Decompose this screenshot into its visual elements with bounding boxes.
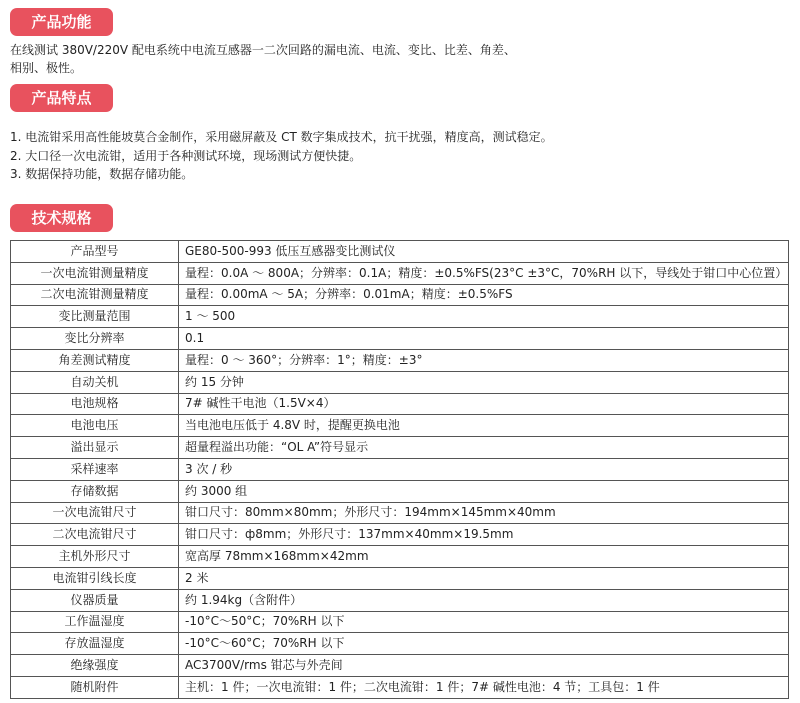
spec-value: 量程：0.00mA ～ 5A；分辨率：0.01mA；精度：±0.5%FS: [179, 284, 789, 306]
spec-value: 2 米: [179, 567, 789, 589]
spec-value: AC3700V/rms 钳芯与外壳间: [179, 655, 789, 677]
section-tag-features: 产品特点: [10, 84, 113, 112]
spec-value: GE80-500-993 低压互感器变比测试仪: [179, 241, 789, 263]
table-row: [11, 415, 789, 437]
spec-key: 电池电压: [11, 415, 179, 437]
spec-key: 工作温湿度: [11, 611, 179, 633]
spec-value: 宽高厚 78mm×168mm×42mm: [179, 546, 789, 568]
spec-key: 存储数据: [11, 480, 179, 502]
spec-key: 产品型号: [11, 241, 179, 263]
table-row: [11, 502, 789, 524]
table-row: [11, 349, 789, 371]
spec-value: 0.1: [179, 328, 789, 350]
spec-value: 当电池电压低于 4.8V 时，提醒更换电池: [179, 415, 789, 437]
function-description: [10, 41, 516, 77]
spec-value: 量程：0.0A ～ 800A；分辨率：0.1A；精度：±0.5%FS(23°C ±3°C，70%RH 以下，导线处于钳口中心位置）: [179, 262, 789, 284]
spec-key: 二次电流钳测量精度: [11, 284, 179, 306]
table-row: [11, 306, 789, 328]
spec-value: 约 1.94kg（含附件）: [179, 589, 789, 611]
spec-key: 二次电流钳尺寸: [11, 524, 179, 546]
spec-table: [10, 240, 789, 699]
spec-key: 变比分辨率: [11, 328, 179, 350]
table-row: [11, 655, 789, 677]
spec-value: 钳口尺寸：80mm×80mm；外形尺寸：194mm×145mm×40mm: [179, 502, 789, 524]
spec-key: 仪器质量: [11, 589, 179, 611]
spec-value: 量程：0 ～ 360°；分辨率：1°；精度：±3°: [179, 349, 789, 371]
table-row: [11, 437, 789, 459]
section-tag-function: 产品功能: [10, 8, 113, 36]
table-row: [11, 458, 789, 480]
spec-key: 电流钳引线长度: [11, 567, 179, 589]
table-row: [11, 546, 789, 568]
section-tag-specs: 技术规格: [10, 204, 113, 232]
spec-value: 3 次 / 秒: [179, 458, 789, 480]
spec-value: -10°C～60°C；70%RH 以下: [179, 633, 789, 655]
feature-item: 1. 电流钳采用高性能坡莫合金制作，采用磁屏蔽及 CT 数字集成技术，抗干扰强，精度高，测试稳定。: [10, 130, 553, 144]
function-line-1: 在线测试 380V/220V 配电系统中电流互感器一二次回路的漏电流、电流、变比、比差、角差、: [10, 43, 516, 57]
spec-key: 随机附件: [11, 676, 179, 698]
table-row: [11, 589, 789, 611]
spec-value: -10°C～50°C；70%RH 以下: [179, 611, 789, 633]
spec-value: 约 3000 组: [179, 480, 789, 502]
table-row: [11, 633, 789, 655]
table-row: [11, 371, 789, 393]
table-row: [11, 611, 789, 633]
spec-value: 约 15 分钟: [179, 371, 789, 393]
table-row: [11, 480, 789, 502]
spec-key: 主机外形尺寸: [11, 546, 179, 568]
table-row: [11, 567, 789, 589]
table-row: [11, 262, 789, 284]
spec-value: 1 ～ 500: [179, 306, 789, 328]
spec-key: 角差测试精度: [11, 349, 179, 371]
spec-value: 钳口尺寸：ф8mm；外形尺寸：137mm×40mm×19.5mm: [179, 524, 789, 546]
table-row: [11, 393, 789, 415]
table-row: [11, 676, 789, 698]
table-row: [11, 328, 789, 350]
feature-list: [10, 128, 553, 184]
spec-key: 自动关机: [11, 371, 179, 393]
spec-key: 绝缘强度: [11, 655, 179, 677]
spec-value: 主机：1 件；一次电流钳：1 件；二次电流钳：1 件；7# 碱性电池：4 节；工具包：1 件: [179, 676, 789, 698]
spec-value: 超量程溢出功能：“OL A”符号显示: [179, 437, 789, 459]
table-row: [11, 284, 789, 306]
feature-item: 2. 大口径一次电流钳，适用于各种测试环境，现场测试方便快捷。: [10, 148, 362, 163]
spec-key: 一次电流钳测量精度: [11, 262, 179, 284]
spec-key: 电池规格: [11, 393, 179, 415]
table-row: [11, 524, 789, 546]
function-line-2: 相别、极性。: [10, 61, 83, 75]
table-row: [11, 241, 789, 263]
spec-key: 采样速率: [11, 458, 179, 480]
spec-key: 变比测量范围: [11, 306, 179, 328]
spec-key: 存放温湿度: [11, 633, 179, 655]
spec-key: 一次电流钳尺寸: [11, 502, 179, 524]
spec-key: 溢出显示: [11, 437, 179, 459]
spec-value: 7# 碱性干电池（1.5V×4）: [179, 393, 789, 415]
feature-item: 3. 数据保持功能，数据存储功能。: [10, 167, 194, 181]
